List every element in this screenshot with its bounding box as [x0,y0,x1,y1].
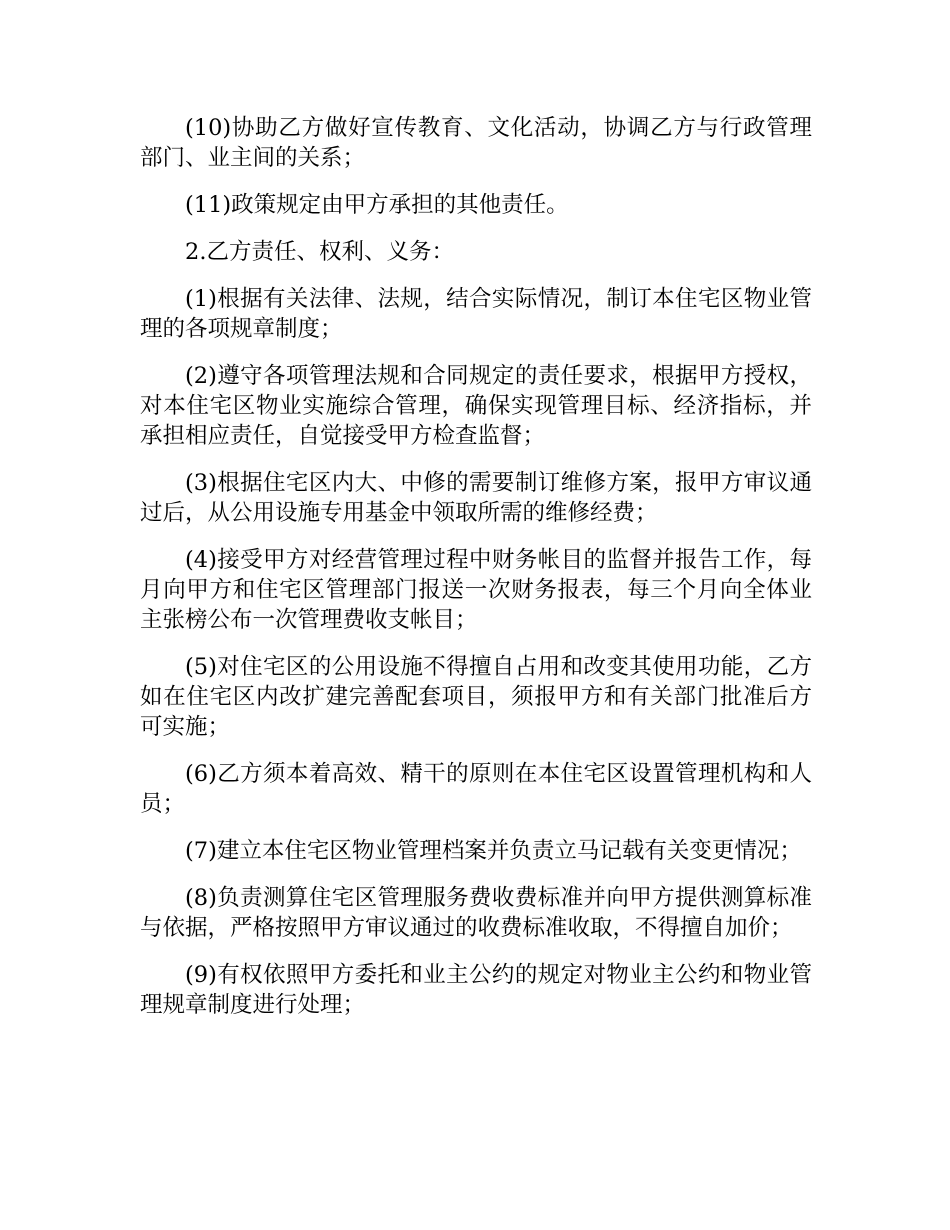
paragraph-item-11: (11)政策规定由甲方承担的其他责任。 [185,192,569,218]
paragraph-item-8: (8)负责测算住宅区管理服务费收费标准并向甲方提供测算标准与依据，严格按照甲方审议通过的收费标准收取，不得擅自加价； [140,885,812,941]
paragraph-item-1: (1)根据有关法律、法规，结合实际情况，制订本住宅区物业管理的各项规章制度； [140,286,812,342]
paragraph-item-9: (9)有权依照甲方委托和业主公约的规定对物业主公约和物业管理规章制度进行处理； [140,962,812,1018]
paragraph-item-6: (6)乙方须本着高效、精干的原则在本住宅区设置管理机构和人员； [140,761,812,817]
section-heading-party-b: 2.乙方责任、权利、义务： [185,239,454,265]
paragraph-item-10: (10)协助乙方做好宣传教育、文化活动，协调乙方与行政管理部门、业主间的关系； [140,115,812,171]
paragraph-item-7: (7)建立本住宅区物业管理档案并负责立马记载有关变更情况； [185,838,802,864]
paragraph-item-5: (5)对住宅区的公用设施不得擅自占用和改变其使用功能，乙方如在住宅区内改扩建完善配套项目，须报甲方和有关部门批准后方可实施； [140,654,812,740]
document-page [140,113,812,1037]
paragraph-item-2: (2)遵守各项管理法规和合同规定的责任要求，根据甲方授权，对本住宅区物业实施综合管理，确保实现管理目标、经济指标，并承担相应责任，自觉接受甲方检查监督； [140,363,812,449]
paragraph-item-3: (3)根据住宅区内大、中修的需要制订维修方案，报甲方审议通过后，从公用设施专用基金中领取所需的维修经费； [140,470,812,526]
paragraph-item-4: (4)接受甲方对经营管理过程中财务帐目的监督并报告工作，每月向甲方和住宅区管理部门报送一次财务报表，每三个月向全体业主张榜公布一次管理费收支帐目； [140,547,812,633]
